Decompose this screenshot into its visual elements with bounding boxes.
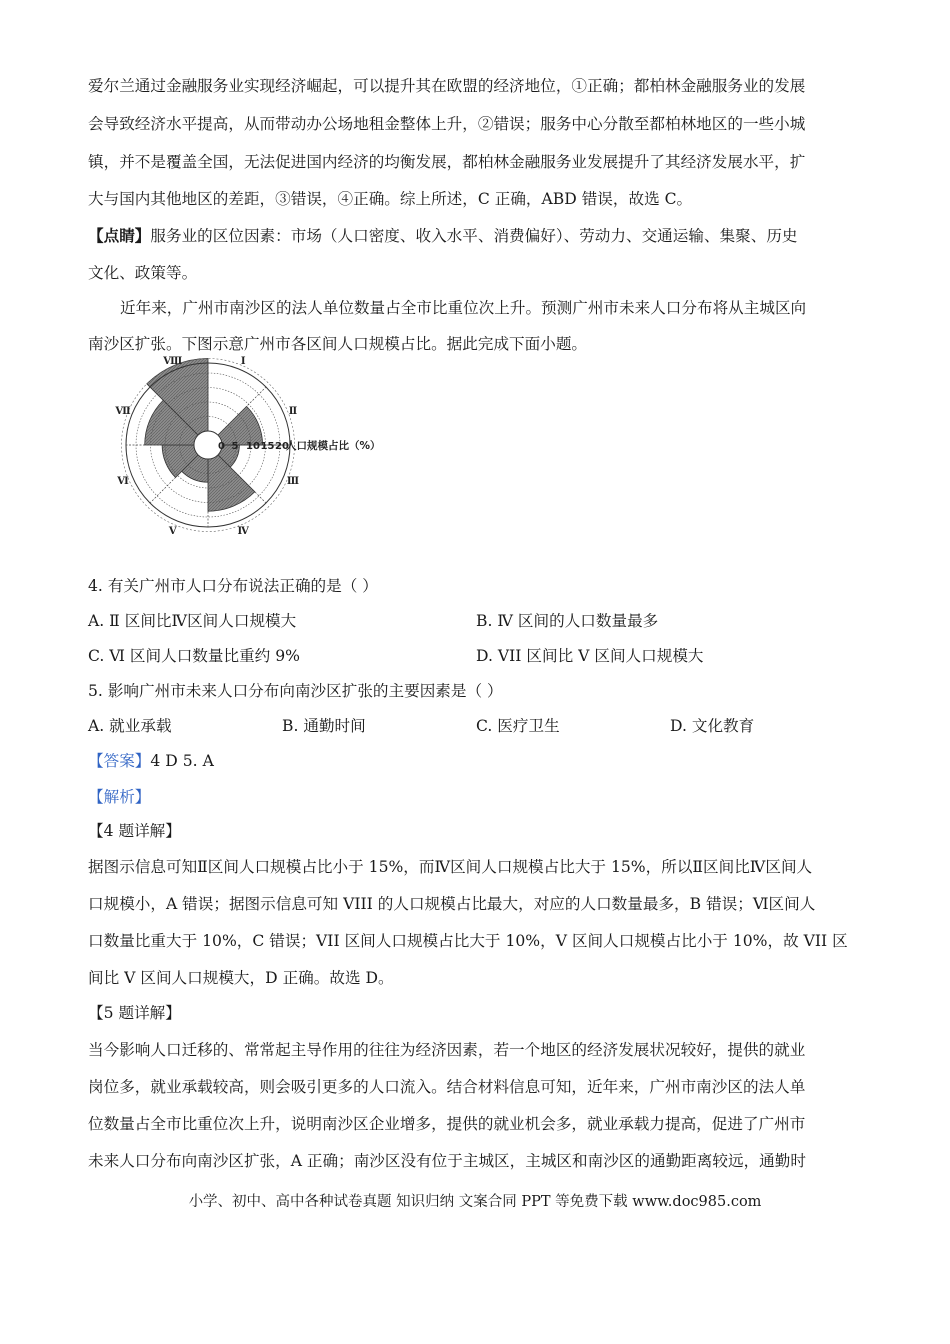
q4-option-d: D. VII 区间比 V 区间人口规模大 [476,647,704,665]
q4-option-c: C. Ⅵ 区间人口数量比重约 9% [88,647,300,665]
q5-option-c: C. 医疗卫生 [476,717,560,735]
q5-option-b: B. 通勤时间 [282,717,366,735]
radial-axis-label: 人口规模占比（%） [286,440,381,452]
tick-label-15: 15 [260,441,275,452]
material-line-1: 近年来，广州市南沙区的法人单位数量占全市比重位次上升。预测广州市未来人口分布将从主城区向 [120,299,807,317]
answer-text: 4 D 5. A [150,752,214,770]
tip-text-1: 服务业的区位因素：市场（人口密度、收入水平、消费偏好）、劳动力、交通运输、集聚、历史 [150,227,798,245]
q5-stem: 5. 影响广州市未来人口分布向南沙区扩张的主要因素是（ ） [88,682,503,700]
q5-option-a: A. 就业承载 [88,717,172,735]
q5-detail-line-4: 未来人口分布向南沙区扩张，A 正确；南沙区没有位于主城区，主城区和南沙区的通勤距离较远，通勤时 [88,1152,806,1170]
q4-detail-heading: 【4 题详解】 [88,822,181,840]
analysis-label: 【解析】 [88,788,151,806]
sector-label-VI: Ⅵ [117,476,129,488]
q4-option-a: A. Ⅱ 区间比Ⅳ区间人口规模大 [88,612,297,630]
material-line-2: 南沙区扩张。下图示意广州市各区间人口规模占比。据此完成下面小题。 [88,335,588,353]
sector-label-I: Ⅰ [240,356,246,368]
tick-label-10: 10 [246,441,260,452]
answer-label: 【答案】 [88,752,151,770]
tick-label-5: 5 [231,441,239,452]
q4-option-b: B. Ⅳ 区间的人口数量最多 [476,612,659,630]
tick-label-0: 0 [218,441,225,452]
footer: 小学、初中、高中各种试卷真题 知识归纳 文案合同 PPT 等免费下载 www.doc985.com [188,1194,762,1210]
sector-II [218,406,263,445]
q5-detail-line-1: 当今影响人口迁移的、常常起主导作用的往往为经济因素，若一个地区的经济发展状况较好，提供的就业 [88,1041,806,1059]
q4-detail-line-3: 口数量比重大于 10%，C 错误；VII 区间人口规模占比大于 10%，V 区间人口规模占比小于 10%，故 VII 区 [88,932,848,950]
q5-option-d: D. 文化教育 [670,717,755,735]
q5-detail-line-3: 位数量占全市比重位次上升，说明南沙区企业增多，提供的就业机会多，就业承载力提高，促进了广州市 [88,1115,806,1133]
intro-line-1: 爱尔兰通过金融服务业实现经济崛起，可以提升其在欧盟的经济地位，①正确；都柏林金融服务业的发展 [88,77,806,95]
intro-line-4: 大与国内其他地区的差距，③错误，④正确。综上所述，C 正确，ABD 错误，故选 C。 [88,190,693,208]
sector-label-VIII: Ⅷ [163,356,183,368]
q5-detail-line-2: 岗位多，就业承载较高，则会吸引更多的人口流入。结合材料信息可知，近年来，广州市南沙区的法人单 [88,1078,806,1096]
intro-line-2: 会导致经济水平提高，从而带动办公场地租金整体上升，②错误；服务中心分散至都柏林地区的一些小城 [88,115,806,133]
sector-label-VII: Ⅶ [115,405,131,417]
answer-line [88,751,214,771]
intro-line-3: 镇，并不是覆盖全国，无法促进国内经济的均衡发展，都柏林金融服务业发展提升了其经济发展水平，扩 [88,153,806,171]
sector-label-II: Ⅱ [288,405,298,417]
q4-stem: 4. 有关广州市人口分布说法正确的是（ ） [88,577,378,595]
tick-label-20: 20 [275,441,289,452]
tip-line-1 [88,226,798,246]
q5-detail-heading: 【5 题详解】 [88,1004,181,1022]
sector-label-IV: Ⅳ [237,525,249,537]
tip-label: 【点睛】 [88,226,151,245]
sector-label-V: Ⅴ [168,525,177,537]
q4-detail-line-2: 口规模小，A 错误；据图示信息可知 VIII 的人口规模占比最大，对应的人口数量最多，B 错误；Ⅵ区间人 [88,895,816,913]
tip-line-2: 文化、政策等。 [88,264,198,282]
population-polar-chart [115,356,400,540]
q4-detail-line-4: 间比 V 区间人口规模大，D 正确。故选 D。 [88,969,394,987]
q4-detail-line-1: 据图示信息可知Ⅱ区间人口规模占比小于 15%，而Ⅳ区间人口规模占比大于 15%，所以Ⅱ区间比Ⅳ区间人 [88,858,813,876]
sector-label-III: Ⅲ [286,476,300,488]
